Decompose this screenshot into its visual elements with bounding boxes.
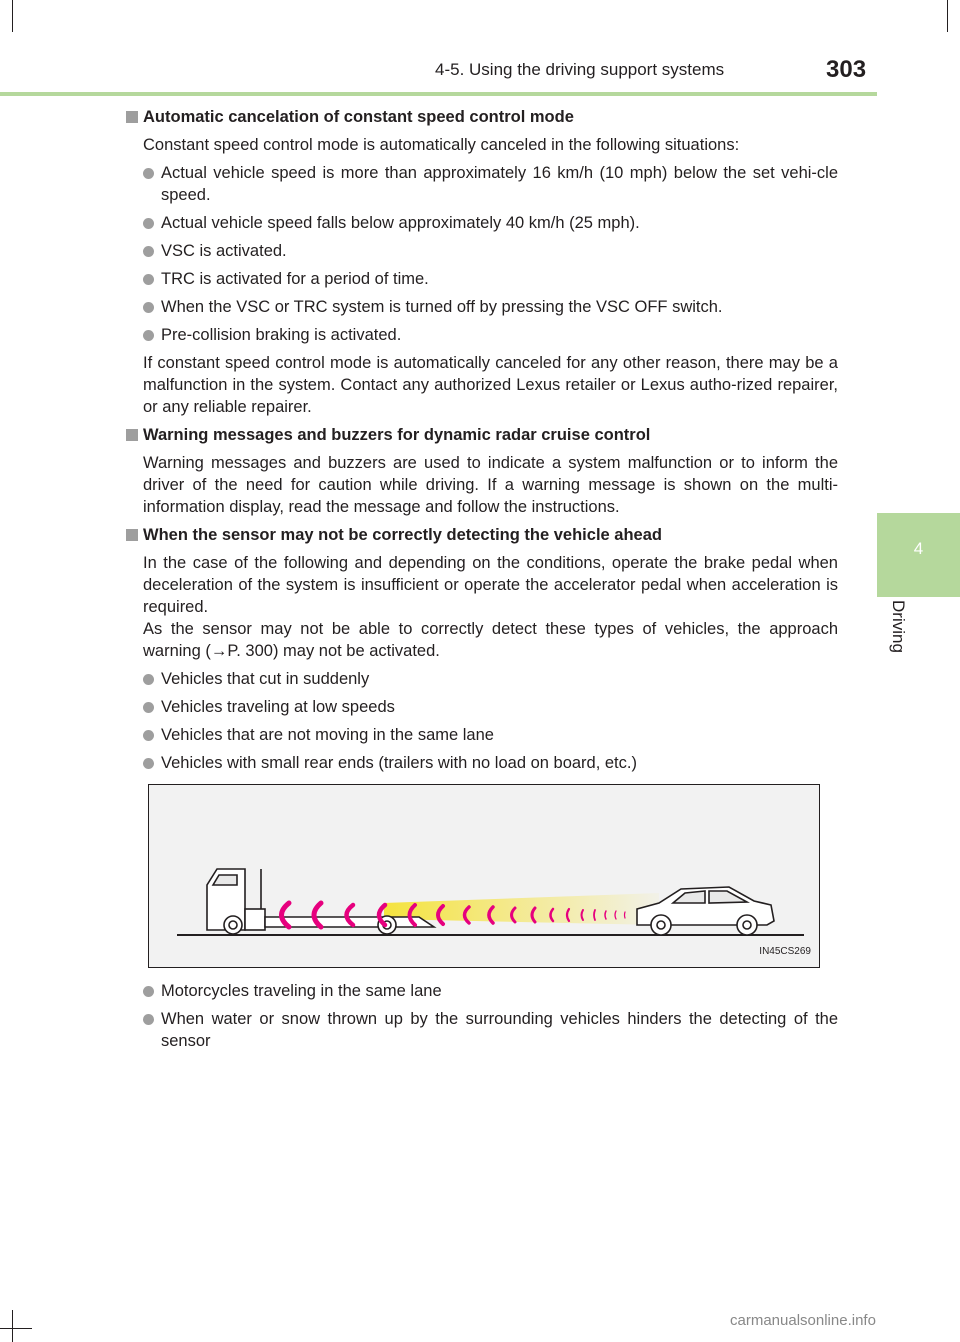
circle-bullet-icon <box>143 758 154 769</box>
list-item: Vehicles that cut in suddenly <box>126 668 838 690</box>
crop-mark <box>12 0 13 32</box>
page-content <box>126 106 838 1058</box>
circle-bullet-icon <box>143 1014 154 1025</box>
circle-bullet-icon <box>143 302 154 313</box>
circle-bullet-icon <box>143 168 154 179</box>
list-item: TRC is activated for a period of time. <box>126 268 838 290</box>
crop-mark <box>0 1328 32 1329</box>
section-title: 4-5. Using the driving support systems <box>435 60 725 79</box>
paragraph: In the case of the following and depending on the conditions, operate the brake pedal when deceleration of the system is insufficient or operate the accelerator pedal when acceleration is required. <box>143 554 838 616</box>
square-bullet-icon <box>126 111 138 123</box>
list-item: Motorcycles traveling in the same lane <box>126 980 838 1002</box>
chapter-number: 4 <box>913 539 924 558</box>
paragraph: As the sensor may not be able to correctly detect these types of vehicles, the approach warning (→P. 300) may not be activated. <box>143 620 838 660</box>
list-item: When the VSC or TRC system is turned off by pressing the VSC OFF switch. <box>126 296 838 318</box>
chapter-label: Driving <box>889 600 908 653</box>
circle-bullet-icon <box>143 246 154 257</box>
circle-bullet-icon <box>143 702 154 713</box>
illustration-svg <box>149 785 819 967</box>
paragraph: Warning messages and buzzers are used to indicate a system malfunction or to inform the driver of the need for caution while driving. If a warning message is shown on the multi-information display, read the message and follow the instructions. <box>143 454 838 516</box>
list-item: When water or snow thrown up by the surrounding vehicles hinders the detecting of the sensor <box>126 1008 838 1052</box>
circle-bullet-icon <box>143 218 154 229</box>
list-item: Vehicles traveling at low speeds <box>126 696 838 718</box>
section-heading: Warning messages and buzzers for dynamic radar cruise control <box>126 424 838 446</box>
circle-bullet-icon <box>143 730 154 741</box>
crop-mark <box>947 0 948 32</box>
circle-bullet-icon <box>143 986 154 997</box>
section-heading: Automatic cancelation of constant speed control mode <box>126 106 838 128</box>
square-bullet-icon <box>126 429 138 441</box>
list-item: Actual vehicle speed is more than approximately 16 km/h (10 mph) below the set vehi-cle speed. <box>126 162 838 206</box>
list-item: Vehicles with small rear ends (trailers with no load on board, etc.) <box>126 752 838 774</box>
figure-code: IN45CS269 <box>759 946 811 957</box>
section-heading: When the sensor may not be correctly detecting the vehicle ahead <box>126 524 838 546</box>
circle-bullet-icon <box>143 274 154 285</box>
list-item: Actual vehicle speed falls below approximately 40 km/h (25 mph). <box>126 212 838 234</box>
list-item: Vehicles that are not moving in the same lane <box>126 724 838 746</box>
chapter-tab-rule <box>877 593 960 597</box>
page-number: 303 <box>826 56 867 83</box>
crop-mark <box>12 1310 13 1342</box>
header-rule <box>0 92 877 96</box>
list-item: Pre-collision braking is activated. <box>126 324 838 346</box>
circle-bullet-icon <box>143 674 154 685</box>
circle-bullet-icon <box>143 330 154 341</box>
paragraph: If constant speed control mode is automatically canceled for any other reason, there may be a malfunction in the system. Contact any authorized Lexus retailer or Lexus autho-rized repairer, or any reliable repairer. <box>143 354 838 416</box>
watermark: carmanualsonline.info <box>730 1312 876 1329</box>
chapter-tab <box>877 513 960 593</box>
square-bullet-icon <box>126 529 138 541</box>
paragraph: Constant speed control mode is automatically canceled in the following situations: <box>143 136 740 154</box>
list-item: VSC is activated. <box>126 240 838 262</box>
radar-detection-illustration <box>148 784 820 968</box>
